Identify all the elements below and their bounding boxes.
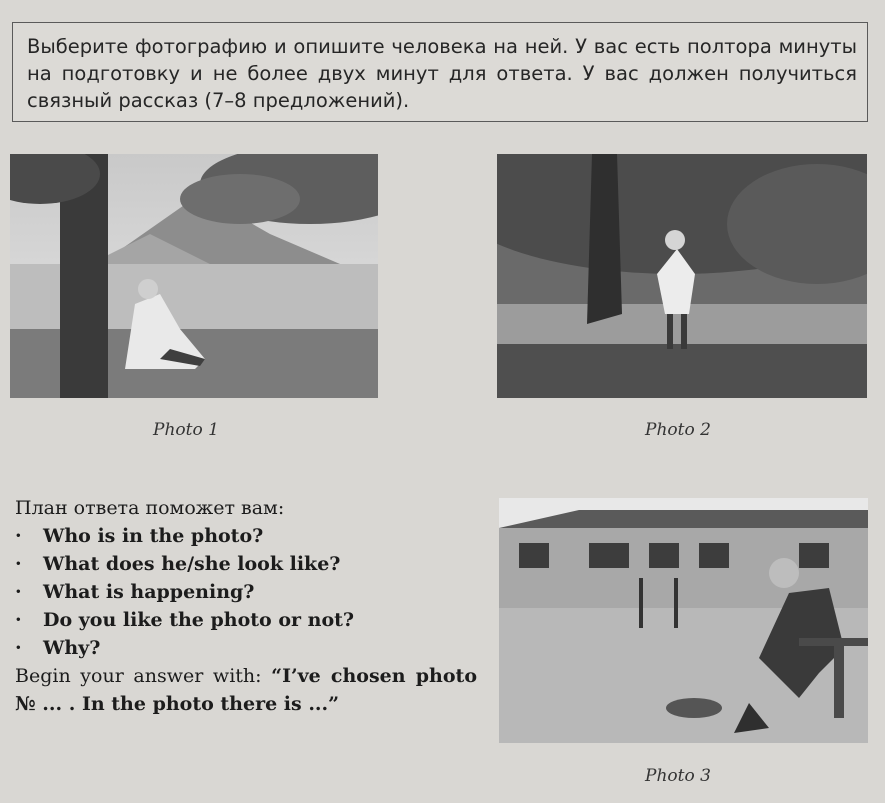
photo-1-caption: Photo 1 xyxy=(153,420,219,440)
plan-item xyxy=(15,550,485,578)
bullet-icon: · xyxy=(15,637,22,659)
photo-1[interactable] xyxy=(10,154,378,398)
plan-item xyxy=(15,634,485,662)
photo-2[interactable] xyxy=(497,154,867,398)
bullet-icon: · xyxy=(15,553,22,575)
plan-item-text: Why? xyxy=(43,637,101,659)
photo-3-image xyxy=(499,498,868,743)
plan-item-text: Do you like the photo or not? xyxy=(43,609,355,631)
bullet-icon: · xyxy=(15,525,22,547)
plan-item xyxy=(15,578,485,606)
photo-1-image xyxy=(10,154,378,398)
begin-quote: “I’ve chosen photo № ... . In the photo there is ...” xyxy=(15,665,477,715)
answer-plan xyxy=(15,494,485,718)
plan-item-text: Who is in the photo? xyxy=(43,525,264,547)
plan-title: План ответа поможет вам: xyxy=(15,497,285,519)
bullet-icon: · xyxy=(15,609,22,631)
task-instruction-box xyxy=(12,22,868,122)
begin-instruction xyxy=(15,662,477,718)
bullet-icon: · xyxy=(15,581,22,603)
photo-3[interactable] xyxy=(499,498,868,743)
begin-prefix: Begin your answer with: xyxy=(15,665,272,687)
plan-item xyxy=(15,522,485,550)
photo-3-caption: Photo 3 xyxy=(645,766,711,786)
plan-item-text: What does he/she look like? xyxy=(43,553,341,575)
plan-item-text: What is happening? xyxy=(43,581,255,603)
plan-item xyxy=(15,606,485,634)
photo-2-image xyxy=(497,154,867,398)
task-instruction-text: Выберите фотографию и опишите человека на ней. У вас есть полтора минуты на подготовку и не более двух минут для ответа. У вас должен получиться связный рассказ (7–8 предложений). xyxy=(27,35,857,112)
photo-2-caption: Photo 2 xyxy=(645,420,711,440)
plan-list xyxy=(15,522,485,662)
